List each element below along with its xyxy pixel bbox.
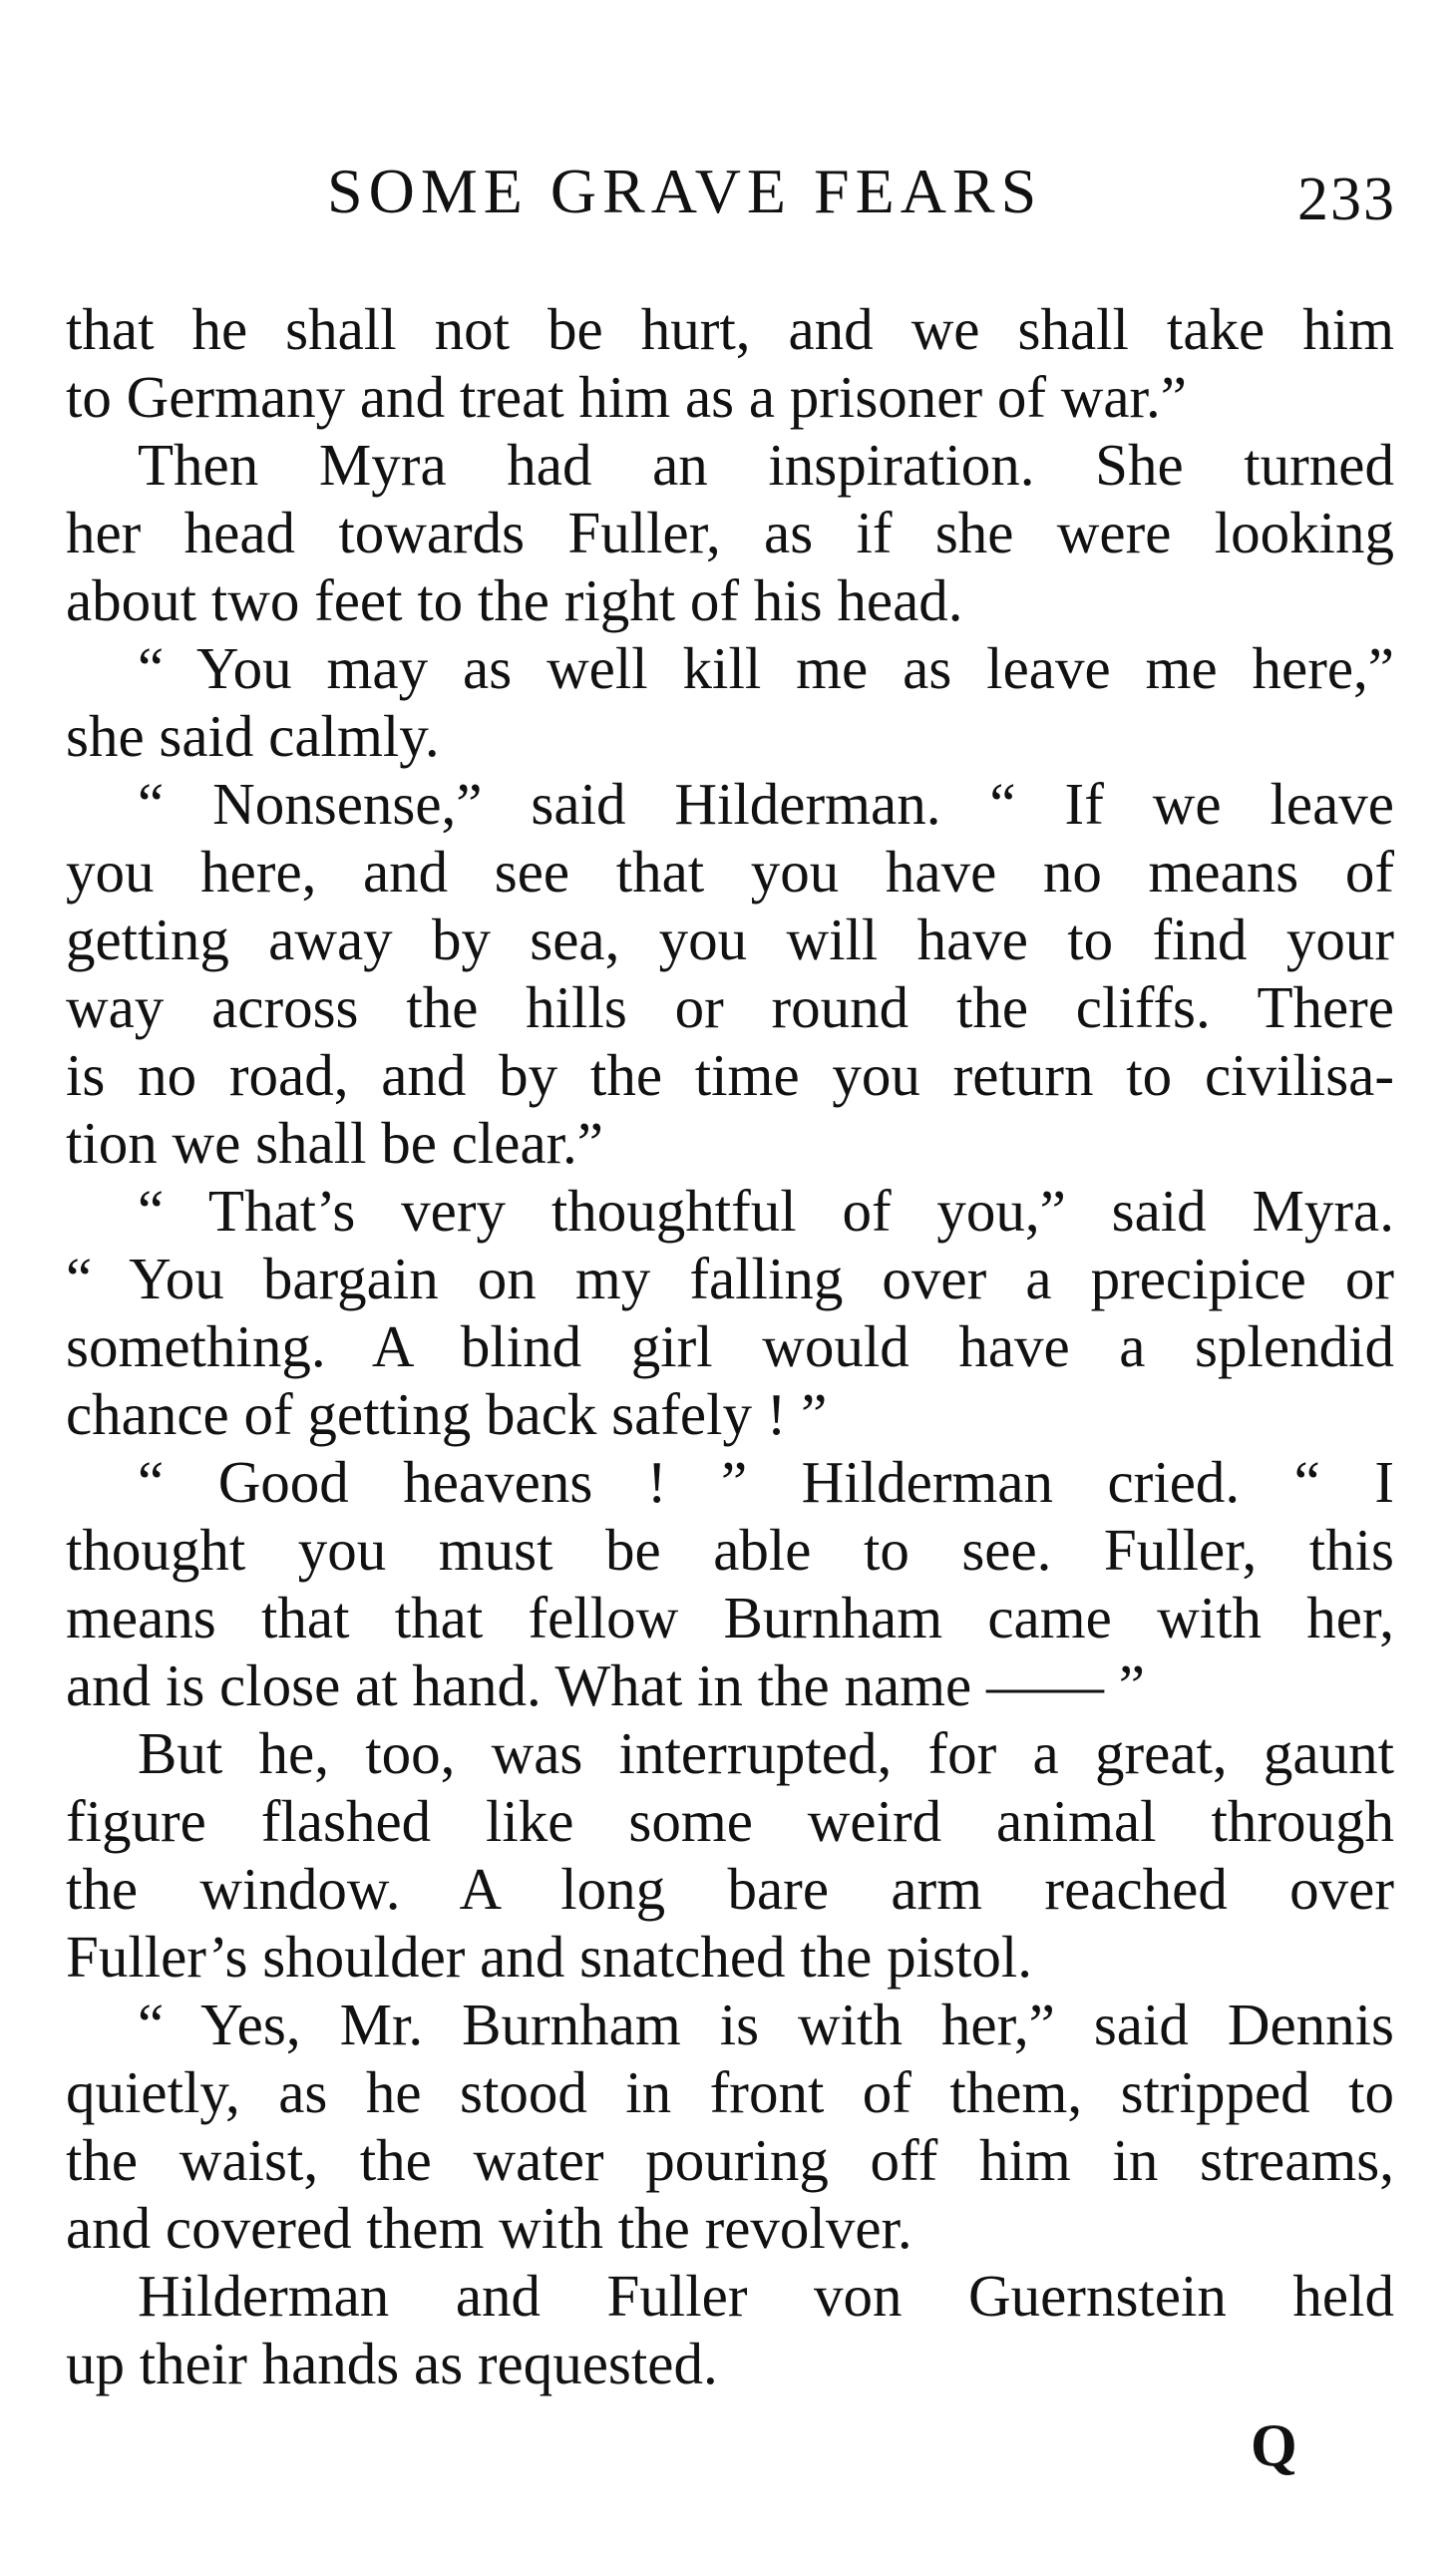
- paragraph: [66, 1448, 1394, 1719]
- text-line: and is close at hand. What in the name —— ”: [66, 1652, 1145, 1718]
- text-line: “ Yes, Mr. Burnham is with her,” said Dennis: [138, 1992, 1394, 2057]
- paragraph: [66, 770, 1394, 1177]
- text-line: something. A blind girl would have a splendid: [66, 1313, 1394, 1379]
- text-line: is no road, and by the time you return to civilisa-: [66, 1042, 1394, 1108]
- paragraph: [66, 634, 1394, 770]
- text-line: that he shall not be hurt, and we shall take him: [66, 296, 1394, 362]
- text-line: her head towards Fuller, as if she were looking: [66, 500, 1394, 565]
- text-line: tion we shall be clear.”: [66, 1110, 603, 1176]
- running-head: [60, 155, 1396, 234]
- body-text: [66, 295, 1394, 2397]
- paragraph: [66, 1719, 1394, 1991]
- text-line: way across the hills or round the cliffs. There: [66, 974, 1394, 1040]
- text-line: “ Good heavens ! ” Hilderman cried. “ I: [138, 1449, 1394, 1515]
- chapter-title: SOME GRAVE FEARS: [327, 156, 1043, 226]
- text-line: up their hands as requested.: [66, 2331, 718, 2396]
- text-line: you here, and see that you have no means of: [66, 839, 1394, 905]
- paragraph: [66, 2262, 1394, 2397]
- text-line: thought you must be able to see. Fuller, this: [66, 1517, 1394, 1583]
- text-line: “ You bargain on my falling over a precipice or: [66, 1246, 1394, 1311]
- paragraph: [66, 295, 1394, 431]
- text-line: “ Nonsense,” said Hilderman. “ If we leave: [138, 771, 1394, 837]
- text-line: about two feet to the right of his head.: [66, 567, 963, 633]
- text-line: means that that fellow Burnham came with her,: [66, 1585, 1394, 1650]
- text-line: “ You may as well kill me as leave me here,”: [138, 635, 1394, 701]
- text-line: she said calmly.: [66, 703, 440, 769]
- text-line: Hilderman and Fuller von Guernstein held: [138, 2263, 1394, 2329]
- text-line: chance of getting back safely ! ”: [66, 1381, 828, 1447]
- text-line: the waist, the water pouring off him in streams,: [66, 2127, 1394, 2193]
- text-line: getting away by sea, you will have to find your: [66, 907, 1394, 972]
- paragraph: [66, 1991, 1394, 2262]
- text-line: figure flashed like some weird animal through: [66, 1788, 1394, 1854]
- page-number: 233: [1297, 166, 1396, 233]
- text-line: the window. A long bare arm reached over: [66, 1856, 1394, 1922]
- text-line: and covered them with the revolver.: [66, 2195, 912, 2261]
- text-line: to Germany and treat him as a prisoner of war.”: [66, 364, 1187, 430]
- paragraph: [66, 1177, 1394, 1448]
- text-line: quietly, as he stood in front of them, stripped to: [66, 2059, 1394, 2125]
- text-line: Then Myra had an inspiration. She turned: [138, 432, 1394, 498]
- text-line: But he, too, was interrupted, for a great, gaunt: [138, 1720, 1394, 1786]
- paragraph: [66, 431, 1394, 634]
- signature-mark: Q: [1251, 2412, 1297, 2478]
- text-line: “ That’s very thoughtful of you,” said Myra.: [138, 1178, 1394, 1244]
- text-line: Fuller’s shoulder and snatched the pistol.: [66, 1924, 1032, 1990]
